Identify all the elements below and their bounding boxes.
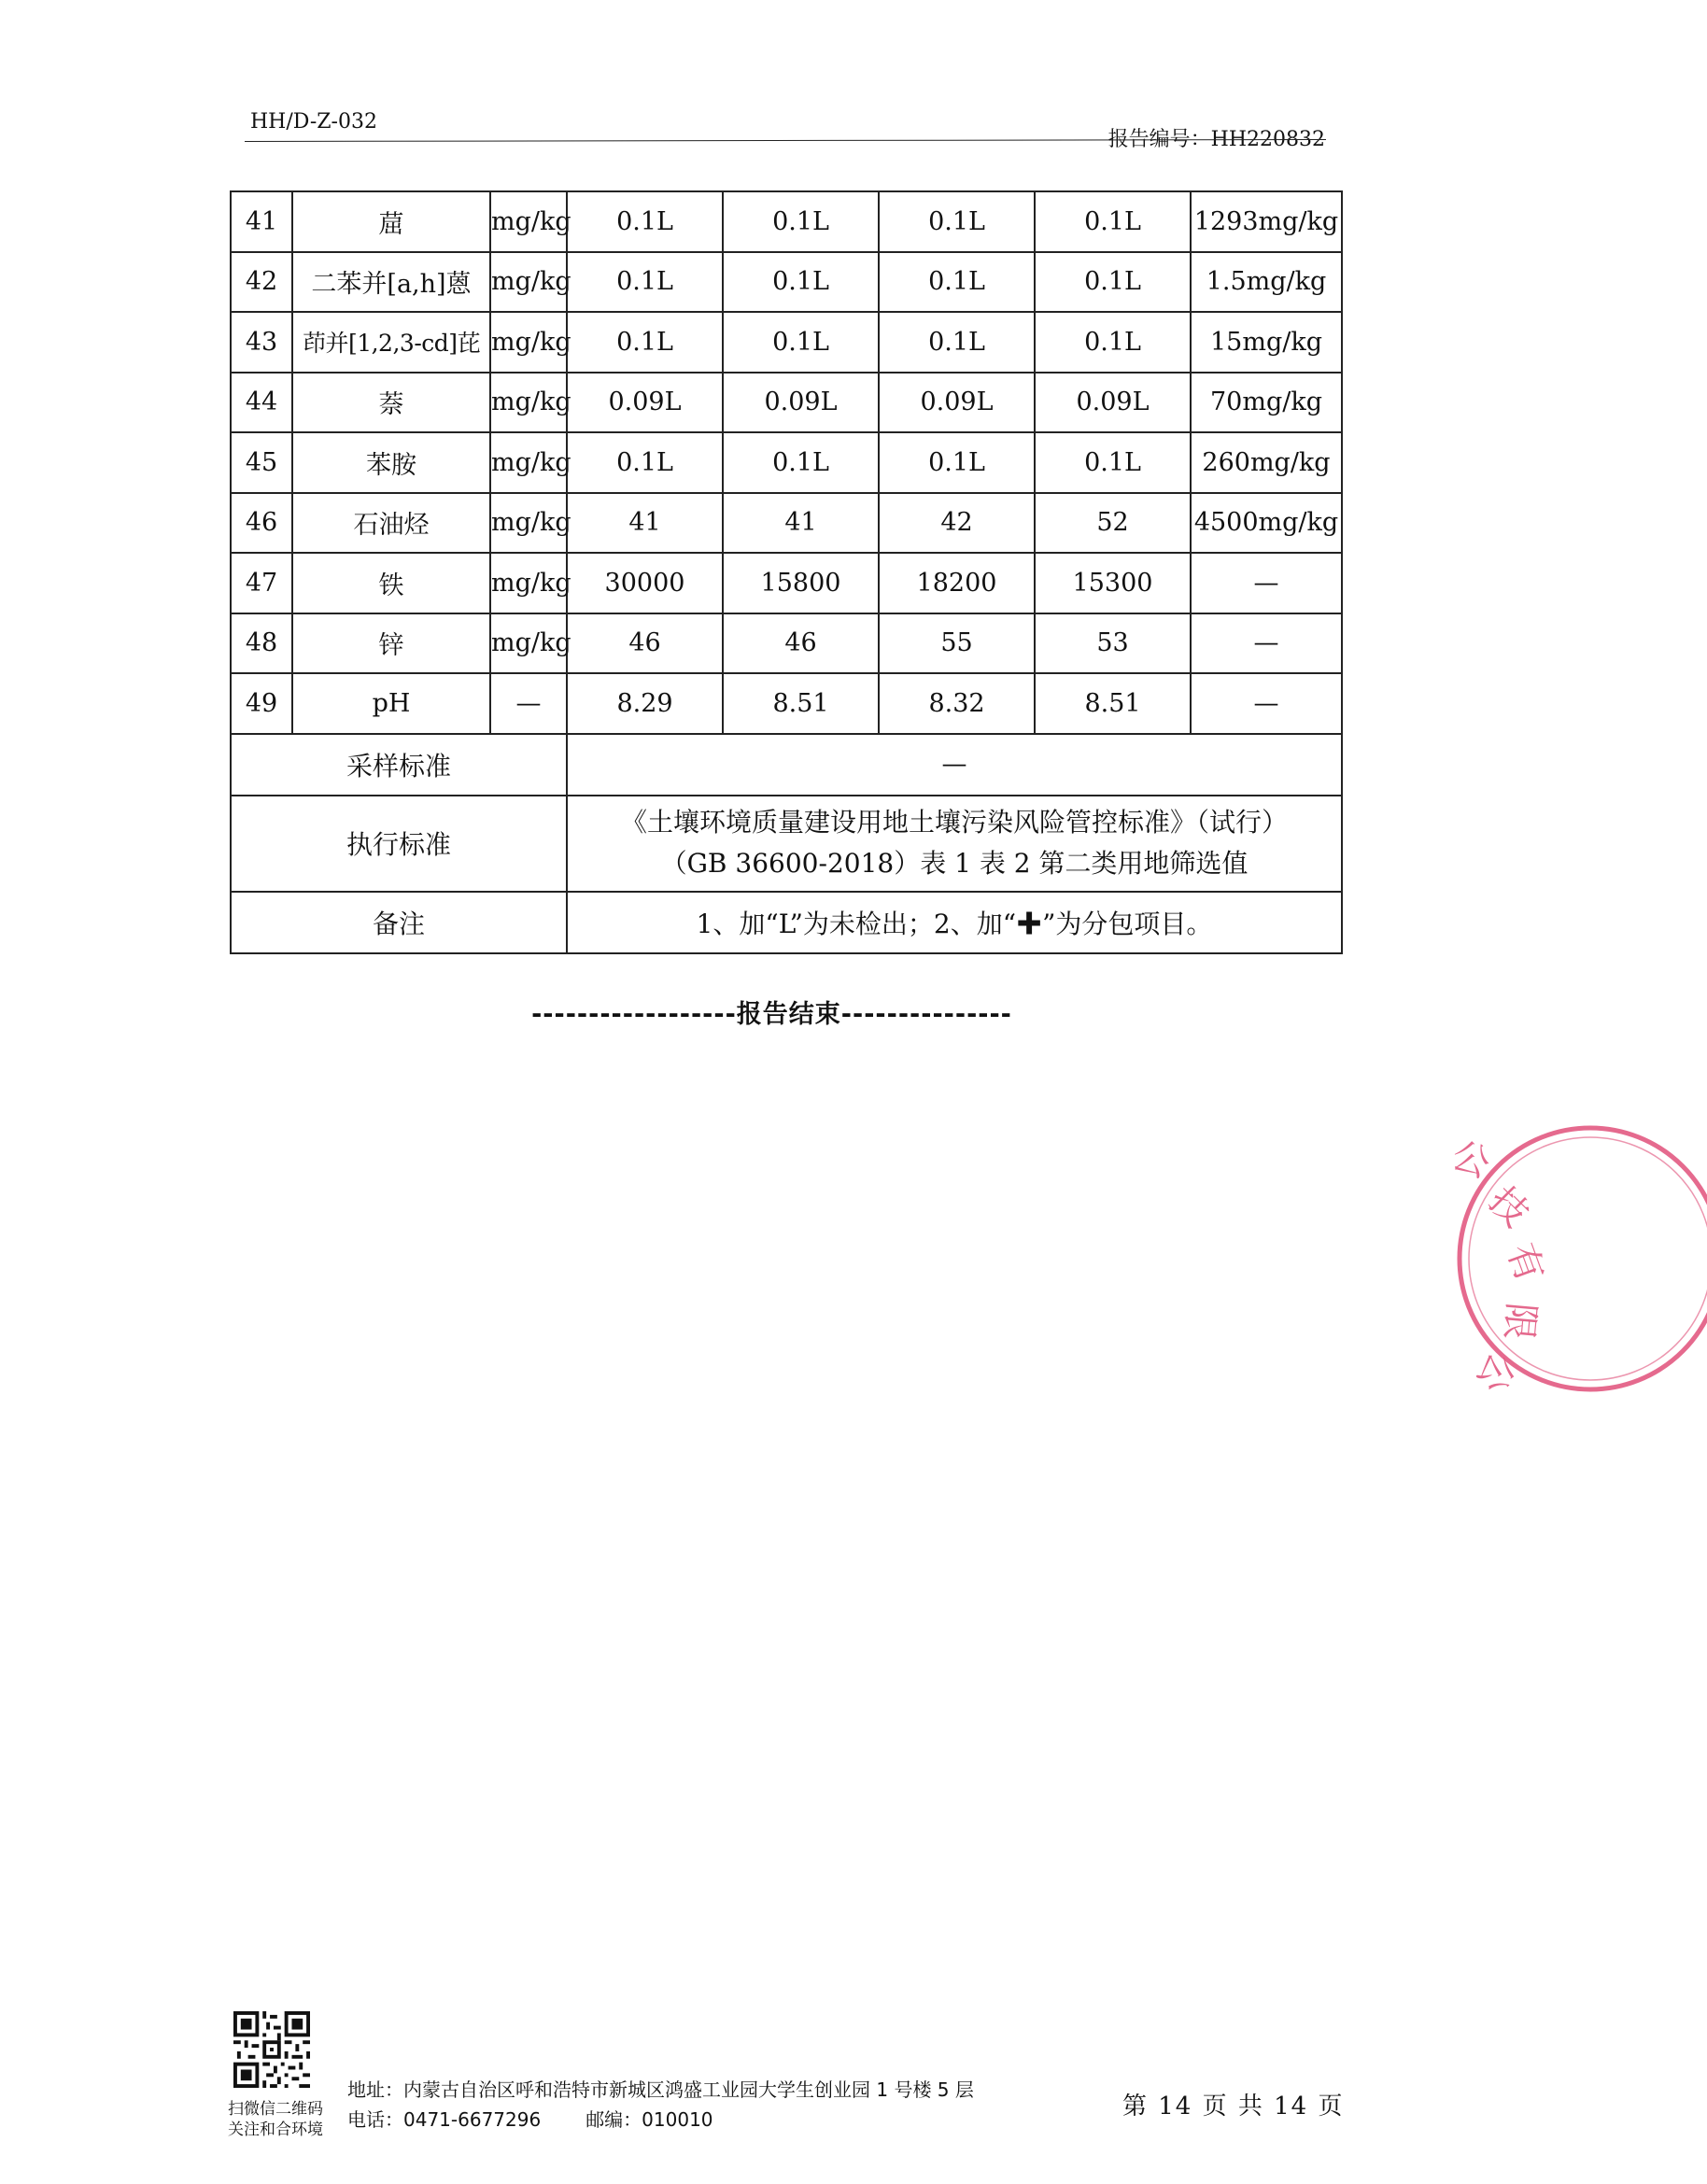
value-cell: 0.1L	[1035, 432, 1191, 493]
value-cell: 55	[879, 613, 1035, 674]
value-cell: 8.29	[567, 673, 723, 734]
value-cell: 0.09L	[879, 373, 1035, 433]
svg-text:公: 公	[1467, 1346, 1524, 1400]
analyte-name: 萘	[292, 373, 490, 433]
company-contact	[347, 2075, 974, 2135]
value-cell: 8.51	[1035, 673, 1191, 734]
value-cell: 0.1L	[1035, 191, 1191, 252]
table-row	[231, 493, 1342, 554]
sampling-standard-row	[231, 734, 1342, 796]
row-number: 41	[231, 191, 292, 252]
execution-standard-label: 执行标准	[231, 796, 567, 892]
value-cell: 46	[723, 613, 879, 674]
limit-cell: 15mg/kg	[1191, 312, 1342, 373]
unit-cell: mg/kg	[490, 613, 567, 674]
value-cell: 0.1L	[879, 191, 1035, 252]
row-number: 42	[231, 252, 292, 313]
analyte-name: 䓛	[292, 191, 490, 252]
analyte-name: pH	[292, 673, 490, 734]
value-cell: 0.09L	[567, 373, 723, 433]
limit-cell: —	[1191, 673, 1342, 734]
value-cell: 0.1L	[879, 312, 1035, 373]
row-number: 44	[231, 373, 292, 433]
qr-caption	[228, 2099, 323, 2140]
execution-standard-line-2: （GB 36600-2018）表 1 表 2 第二类用地筛选值	[660, 848, 1249, 879]
analyte-name: 二苯并[a,h]蒽	[292, 252, 490, 313]
row-number: 45	[231, 432, 292, 493]
limit-cell: 1.5mg/kg	[1191, 252, 1342, 313]
table-row	[231, 613, 1342, 674]
value-cell: 0.1L	[1035, 252, 1191, 313]
value-cell: 0.1L	[1035, 312, 1191, 373]
report-number: 报告编号：HH220832	[1107, 128, 1325, 151]
value-cell: 0.09L	[723, 373, 879, 433]
value-cell: 30000	[567, 553, 723, 613]
value-cell: 0.1L	[723, 191, 879, 252]
results-table	[230, 190, 1343, 954]
row-number: 43	[231, 312, 292, 373]
svg-text:公: 公	[1446, 1134, 1496, 1188]
svg-text:技: 技	[1479, 1178, 1537, 1236]
value-cell: 18200	[879, 553, 1035, 613]
unit-cell: mg/kg	[490, 312, 567, 373]
sampling-standard-value: —	[567, 734, 1342, 796]
limit-cell: —	[1191, 553, 1342, 613]
value-cell: 0.1L	[879, 432, 1035, 493]
table-row	[231, 191, 1342, 252]
report-end-marker: ------------------报告结束---------------	[531, 1000, 1012, 1029]
analyte-name: 茚并[1,2,3-cd]芘	[292, 312, 490, 373]
analyte-name: 苯胺	[292, 432, 490, 493]
unit-cell: —	[490, 673, 567, 734]
value-cell: 0.1L	[723, 432, 879, 493]
page-number: 第 14 页 共 14 页	[1122, 2092, 1345, 2121]
svg-text:有: 有	[1498, 1237, 1552, 1289]
value-cell: 46	[567, 613, 723, 674]
table-row	[231, 553, 1342, 613]
value-cell: 0.1L	[567, 252, 723, 313]
row-number: 49	[231, 673, 292, 734]
value-cell: 41	[723, 493, 879, 554]
row-number: 48	[231, 613, 292, 674]
unit-cell: mg/kg	[490, 191, 567, 252]
value-cell: 53	[1035, 613, 1191, 674]
table-row	[231, 432, 1342, 493]
value-cell: 0.09L	[1035, 373, 1191, 433]
value-cell: 42	[879, 493, 1035, 554]
value-cell: 0.1L	[567, 191, 723, 252]
unit-cell: mg/kg	[490, 553, 567, 613]
table-row	[231, 373, 1342, 433]
execution-standard-row	[231, 796, 1342, 892]
value-cell: 0.1L	[567, 432, 723, 493]
table-row	[231, 673, 1342, 734]
wechat-qr-code	[233, 2011, 310, 2088]
limit-cell: —	[1191, 613, 1342, 674]
execution-standard-line-1: 《土壤环境质量建设用地土壤污染风险管控标准》（试行）	[620, 807, 1288, 838]
value-cell: 0.1L	[723, 252, 879, 313]
svg-text:限: 限	[1496, 1301, 1543, 1342]
unit-cell: mg/kg	[490, 252, 567, 313]
value-cell: 8.32	[879, 673, 1035, 734]
company-address: 地址：内蒙古自治区呼和浩特市新城区鸿盛工业园大学生创业园 1 号楼 5 层	[347, 2078, 974, 2101]
doc-code: HH/D-Z-032	[250, 110, 377, 134]
value-cell: 0.1L	[879, 252, 1035, 313]
qr-caption-line-1: 扫微信二维码	[228, 2100, 323, 2119]
postal-code: 邮编：010010	[585, 2108, 713, 2131]
qr-caption-line-2: 关注和合环境	[228, 2121, 323, 2139]
value-cell: 15300	[1035, 553, 1191, 613]
value-cell: 15800	[723, 553, 879, 613]
value-cell: 52	[1035, 493, 1191, 554]
analyte-name: 锌	[292, 613, 490, 674]
value-cell: 41	[567, 493, 723, 554]
limit-cell: 4500mg/kg	[1191, 493, 1342, 554]
analyte-name: 铁	[292, 553, 490, 613]
remarks-row	[231, 892, 1342, 953]
company-phone: 电话：0471-6677296	[347, 2108, 542, 2131]
value-cell: 0.1L	[567, 312, 723, 373]
unit-cell: mg/kg	[490, 373, 567, 433]
unit-cell: mg/kg	[490, 432, 567, 493]
execution-standard-value	[567, 796, 1342, 892]
table-row	[231, 312, 1342, 373]
contact-line	[347, 2105, 974, 2135]
analyte-name: 石油烃	[292, 493, 490, 554]
value-cell: 0.1L	[723, 312, 879, 373]
limit-cell: 1293mg/kg	[1191, 191, 1342, 252]
row-number: 46	[231, 493, 292, 554]
sampling-standard-label: 采样标准	[231, 734, 567, 796]
remarks-label: 备注	[231, 892, 567, 953]
value-cell: 8.51	[723, 673, 879, 734]
remarks-value: 1、加“L”为未检出；2、加“✚”为分包项目。	[567, 892, 1342, 953]
limit-cell: 260mg/kg	[1191, 432, 1342, 493]
unit-cell: mg/kg	[490, 493, 567, 554]
row-number: 47	[231, 553, 292, 613]
limit-cell: 70mg/kg	[1191, 373, 1342, 433]
company-seal-stamp	[1390, 1119, 1707, 1408]
table-row	[231, 252, 1342, 313]
